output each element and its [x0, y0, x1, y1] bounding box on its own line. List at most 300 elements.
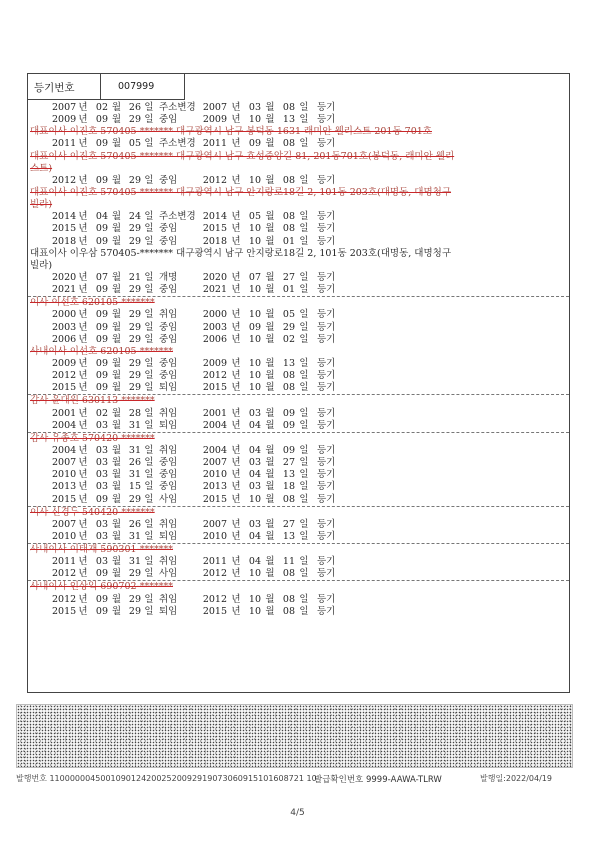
record-field: 월: [265, 593, 275, 605]
record-field: 년: [231, 518, 241, 530]
record-field: 09: [95, 174, 108, 186]
record-field: 월: [111, 284, 122, 296]
header-divider: [100, 74, 101, 99]
record-field: 취임: [159, 518, 178, 530]
record-line: [28, 445, 569, 457]
record-field: 월: [265, 419, 275, 431]
record-field: 2000: [52, 309, 77, 321]
officer-text: 빌라): [30, 199, 53, 211]
officer-text: 사내이사 이선호 620105-*******: [30, 345, 174, 357]
record-field: 일: [144, 382, 154, 394]
record-field: 등기: [317, 469, 336, 481]
record-field: 등기: [317, 174, 336, 186]
record-field: 08: [282, 174, 295, 186]
record-field: 일: [144, 102, 154, 113]
record-field: 년: [78, 444, 88, 456]
record-field: 중임: [159, 235, 178, 247]
record-field: 29: [128, 321, 141, 333]
record-line: [28, 494, 569, 506]
record-field: 01: [282, 284, 295, 296]
record-line: [28, 420, 569, 432]
record-field: 24: [128, 211, 141, 223]
record-field: 등기: [317, 481, 336, 493]
record-field: 사임: [159, 493, 178, 505]
record-field: 2007: [202, 518, 227, 530]
record-field: 2004: [202, 419, 227, 431]
record-field: 31: [128, 556, 141, 568]
record-field: 2009: [202, 114, 227, 126]
record-field: 년: [231, 333, 241, 345]
record-field: 일: [299, 530, 309, 542]
record-field: 퇴임: [159, 605, 178, 617]
officer-text: 대표이사 이진호 570405-******* 대구광역시 남구 봉덕동 1631 래미안 웰리스트 201동 701호: [30, 126, 432, 138]
record-field: 중임: [159, 370, 178, 382]
record-field: 09: [282, 444, 295, 456]
record-field: 2020: [52, 271, 77, 283]
record-field: 일: [144, 138, 154, 150]
officer-line: [28, 126, 569, 138]
record-field: 월: [265, 518, 275, 530]
record-field: 일: [144, 357, 154, 369]
record-field: 년: [78, 309, 88, 321]
record-field: 년: [231, 530, 241, 542]
record-field: 일: [144, 556, 154, 568]
record-field: 월: [265, 382, 275, 394]
record-field: 월: [111, 321, 122, 333]
record-line: [28, 370, 569, 382]
record-field: 일: [299, 518, 309, 530]
officer-text: 빌라): [30, 259, 53, 271]
record-field: 09: [248, 321, 261, 333]
record-field: 2010: [202, 469, 227, 481]
record-field: 29: [128, 605, 141, 617]
record-field: 03: [248, 407, 261, 419]
record-field: 05: [282, 309, 295, 321]
record-field: 년: [78, 357, 88, 369]
record-field: 사임: [159, 568, 178, 580]
record-field: 년: [231, 211, 241, 223]
record-field: 월: [111, 223, 122, 235]
record-field: 취임: [159, 593, 178, 605]
record-field: 일: [299, 284, 309, 296]
record-field: 일: [144, 457, 154, 469]
record-field: 02: [282, 333, 295, 345]
record-field: 등기: [317, 235, 336, 247]
record-field: 월: [265, 457, 275, 469]
record-field: 월: [265, 321, 275, 333]
record-field: 2011: [202, 556, 227, 568]
record-field: 2018: [52, 235, 77, 247]
record-field: 등기: [317, 382, 336, 394]
officer-text: 이사 신경두 540420-*******: [30, 506, 155, 518]
record-field: 년: [231, 407, 241, 419]
record-field: 일: [299, 481, 309, 493]
record-field: 월: [265, 481, 275, 493]
record-field: 월: [111, 407, 122, 419]
record-field: 2011: [52, 556, 77, 568]
record-field: 03: [95, 518, 108, 530]
record-field: 일: [299, 271, 309, 283]
record-field: 09: [95, 235, 108, 247]
record-field: 2015: [52, 223, 77, 235]
record-field: 10: [248, 284, 261, 296]
record-field: 등기: [317, 419, 336, 431]
record-field: 월: [265, 114, 275, 126]
record-field: 취임: [159, 407, 178, 419]
record-field: 09: [95, 493, 108, 505]
record-field: 04: [248, 419, 261, 431]
issue-date: 발행일:2022/04/19: [480, 774, 552, 783]
record-field: 등기: [317, 370, 336, 382]
record-field: 2007: [202, 457, 227, 469]
record-field: 2004: [202, 444, 227, 456]
record-field: 월: [265, 357, 275, 369]
officer-line: [28, 506, 569, 519]
officer-line: [28, 199, 569, 211]
record-field: 일: [144, 271, 154, 283]
record-field: 년: [78, 102, 88, 113]
record-field: 월: [265, 309, 275, 321]
record-field: 월: [265, 444, 275, 456]
record-field: 2009: [52, 357, 77, 369]
record-field: 2010: [52, 530, 77, 542]
officer-text: 대표이사 이진호 570405-******* 대구광역시 남구 효성중앙길 81, 201동701호(봉덕동, 래미안 웰리: [30, 150, 455, 162]
record-field: 년: [231, 481, 241, 493]
record-field: 29: [282, 321, 295, 333]
record-field: 월: [111, 333, 122, 345]
record-field: 일: [299, 102, 309, 113]
record-line: [28, 481, 569, 493]
record-line: [28, 594, 569, 606]
record-field: 월: [265, 284, 275, 296]
record-field: 월: [265, 333, 275, 345]
record-field: 년: [78, 481, 88, 493]
record-line: [28, 531, 569, 543]
record-field: 2013: [202, 481, 227, 493]
record-line: [28, 519, 569, 531]
record-field: 년: [78, 114, 88, 126]
security-pattern: [16, 704, 573, 768]
record-line: [28, 309, 569, 321]
officer-line: [28, 394, 569, 407]
record-field: 29: [128, 493, 141, 505]
record-field: 등기: [317, 223, 336, 235]
record-field: 주소변경: [159, 102, 196, 113]
record-field: 2020: [202, 271, 227, 283]
record-field: 월: [111, 357, 122, 369]
record-field: 일: [144, 309, 154, 321]
record-field: 등기: [317, 138, 336, 150]
record-field: 2014: [202, 211, 227, 223]
record-field: 04: [95, 211, 108, 223]
record-field: 주소변경: [159, 138, 196, 150]
record-field: 퇴임: [159, 530, 178, 542]
record-field: 일: [299, 605, 309, 617]
record-field: 년: [231, 223, 241, 235]
record-field: 일: [144, 568, 154, 580]
record-field: 월: [111, 114, 122, 126]
record-field: 08: [282, 593, 295, 605]
record-field: 15: [128, 481, 141, 493]
record-line: [28, 175, 569, 187]
record-field: 일: [299, 419, 309, 431]
record-field: 08: [282, 370, 295, 382]
record-field: 18: [282, 481, 295, 493]
record-field: 중임: [159, 469, 178, 481]
record-field: 년: [231, 493, 241, 505]
record-field: 일: [144, 370, 154, 382]
record-field: 2015: [52, 493, 77, 505]
record-field: 년: [78, 174, 88, 186]
record-field: 월: [111, 370, 122, 382]
record-field: 29: [128, 223, 141, 235]
record-field: 09: [95, 593, 108, 605]
record-field: 2021: [202, 284, 227, 296]
record-field: 29: [128, 284, 141, 296]
record-field: 일: [144, 419, 154, 431]
record-field: 월: [265, 211, 275, 223]
record-field: 등기: [317, 493, 336, 505]
record-field: 2012: [52, 174, 77, 186]
record-field: 02: [95, 407, 108, 419]
record-field: 년: [78, 138, 88, 150]
record-field: 월: [111, 518, 122, 530]
record-field: 09: [95, 568, 108, 580]
record-field: 등기: [317, 593, 336, 605]
record-field: 년: [231, 138, 241, 150]
record-field: 등기: [317, 114, 336, 126]
record-field: 03: [95, 469, 108, 481]
officer-text: 감사 윤대원 630113-*******: [30, 395, 155, 407]
record-field: 년: [231, 284, 241, 296]
record-field: 중임: [159, 481, 178, 493]
registry-number-label: 등기번호: [34, 82, 75, 94]
record-field: 등기: [317, 211, 336, 223]
record-field: 08: [282, 605, 295, 617]
record-field: 일: [144, 444, 154, 456]
record-field: 일: [299, 382, 309, 394]
record-field: 년: [231, 271, 241, 283]
record-field: 년: [231, 235, 241, 247]
record-field: 04: [248, 469, 261, 481]
record-field: 일: [299, 357, 309, 369]
record-field: 2007: [52, 102, 77, 113]
record-field: 2015: [52, 605, 77, 617]
record-field: 등기: [317, 102, 336, 113]
record-field: 2011: [202, 138, 227, 150]
record-field: 10: [248, 309, 261, 321]
record-field: 일: [144, 174, 154, 186]
issue-number: 발행번호 110000004500109012420025200929190730609151016087​21 10: [16, 774, 317, 783]
record-field: 09: [95, 333, 108, 345]
record-field: 일: [299, 370, 309, 382]
record-field: 일: [299, 493, 309, 505]
record-field: 월: [111, 469, 122, 481]
record-field: 등기: [317, 530, 336, 542]
record-field: 일: [299, 333, 309, 345]
record-field: 09: [282, 419, 295, 431]
record-field: 01: [282, 235, 295, 247]
record-field: 일: [299, 309, 309, 321]
record-field: 27: [282, 271, 295, 283]
record-field: 일: [144, 593, 154, 605]
record-field: 일: [144, 518, 154, 530]
record-field: 월: [111, 605, 122, 617]
officer-text: 대표이사 이진호 570405-******* 대구광역시 남구 안지랑로18길 2, 101동 203호(대명동, 대명청구: [30, 186, 452, 198]
record-field: 일: [299, 223, 309, 235]
record-field: 일: [299, 556, 309, 568]
record-line: [28, 284, 569, 296]
record-line: [28, 211, 569, 223]
record-field: 03: [95, 481, 108, 493]
registry-number-value: 007999: [118, 81, 155, 92]
record-field: 년: [78, 556, 88, 568]
record-field: 09: [95, 370, 108, 382]
record-field: 29: [128, 333, 141, 345]
record-field: 월: [265, 102, 275, 113]
record-field: 일: [144, 223, 154, 235]
record-field: 년: [231, 102, 241, 113]
record-field: 중임: [159, 284, 178, 296]
record-field: 04: [248, 556, 261, 568]
record-field: 29: [128, 309, 141, 321]
record-field: 03: [248, 481, 261, 493]
record-field: 중임: [159, 357, 178, 369]
record-line: [28, 358, 569, 370]
record-field: 2018: [202, 235, 227, 247]
record-field: 취임: [159, 309, 178, 321]
record-field: 등기: [317, 605, 336, 617]
record-field: 월: [111, 382, 122, 394]
officer-text: 사내이사 이태재 590301-*******: [30, 544, 174, 556]
record-field: 년: [231, 357, 241, 369]
record-field: 09: [95, 223, 108, 235]
record-field: 2010: [202, 530, 227, 542]
record-line: [28, 568, 569, 580]
record-line: [28, 114, 569, 126]
record-field: 일: [299, 138, 309, 150]
record-field: 29: [128, 382, 141, 394]
record-field: 10: [248, 174, 261, 186]
record-field: 2012: [202, 370, 227, 382]
officer-line: [28, 163, 569, 175]
record-field: 27: [282, 457, 295, 469]
record-field: 등기: [317, 556, 336, 568]
record-field: 일: [299, 321, 309, 333]
record-field: 2007: [202, 102, 227, 113]
record-field: 등기: [317, 284, 336, 296]
record-field: 일: [299, 235, 309, 247]
record-field: 05: [128, 138, 141, 150]
record-field: 2009: [52, 114, 77, 126]
record-field: 10: [248, 382, 261, 394]
record-field: 09: [95, 605, 108, 617]
record-field: 년: [78, 605, 88, 617]
record-field: 10: [248, 370, 261, 382]
confirm-number: 발급확인번호 9999-AAWA-TLRW: [314, 775, 442, 785]
record-field: 일: [144, 469, 154, 481]
record-field: 년: [231, 469, 241, 481]
record-field: 년: [78, 235, 88, 247]
record-field: 주소변경: [159, 211, 196, 223]
record-field: 중임: [159, 174, 178, 186]
record-field: 09: [95, 138, 108, 150]
record-field: 일: [299, 469, 309, 481]
officer-line: [28, 248, 569, 260]
record-field: 04: [248, 444, 261, 456]
record-field: 09: [248, 138, 261, 150]
record-field: 10: [248, 568, 261, 580]
record-field: 26: [128, 102, 141, 113]
record-field: 09: [95, 321, 108, 333]
record-field: 08: [282, 211, 295, 223]
record-field: 일: [144, 211, 154, 223]
record-field: 2006: [52, 333, 77, 345]
record-field: 일: [144, 407, 154, 419]
record-field: 03: [248, 102, 261, 113]
record-field: 08: [282, 138, 295, 150]
record-field: 퇴임: [159, 382, 178, 394]
record-field: 31: [128, 419, 141, 431]
record-field: 2014: [52, 211, 77, 223]
record-field: 월: [111, 593, 122, 605]
record-field: 13: [282, 114, 295, 126]
record-field: 10: [248, 235, 261, 247]
record-field: 2010: [52, 469, 77, 481]
record-field: 26: [128, 518, 141, 530]
record-field: 일: [299, 593, 309, 605]
officer-text: 사내이사 인상익 690702-*******: [30, 581, 174, 593]
record-field: 일: [299, 174, 309, 186]
record-field: 년: [231, 382, 241, 394]
record-field: 03: [95, 444, 108, 456]
record-field: 월: [265, 493, 275, 505]
record-field: 09: [95, 357, 108, 369]
registry-frame: [27, 73, 570, 693]
record-field: 월: [265, 568, 275, 580]
record-field: 2012: [202, 568, 227, 580]
record-field: 2015: [202, 493, 227, 505]
record-field: 월: [265, 174, 275, 186]
record-field: 13: [282, 357, 295, 369]
officer-line: [28, 346, 569, 358]
record-line: [28, 236, 569, 248]
record-field: 월: [111, 174, 122, 186]
record-field: 10: [248, 493, 261, 505]
record-field: 2007: [52, 457, 77, 469]
record-line: [28, 334, 569, 346]
record-field: 10: [248, 357, 261, 369]
record-field: 03: [248, 457, 261, 469]
record-field: 28: [128, 407, 141, 419]
record-field: 31: [128, 469, 141, 481]
record-field: 일: [144, 493, 154, 505]
record-line: [28, 138, 569, 150]
record-field: 년: [231, 419, 241, 431]
record-field: 08: [282, 223, 295, 235]
record-field: 년: [78, 407, 88, 419]
record-field: 2015: [202, 223, 227, 235]
record-field: 29: [128, 357, 141, 369]
record-field: 취임: [159, 556, 178, 568]
record-field: 03: [95, 556, 108, 568]
record-field: 29: [128, 114, 141, 126]
record-field: 등기: [317, 333, 336, 345]
record-field: 일: [144, 284, 154, 296]
record-field: 년: [78, 333, 88, 345]
record-line: [28, 606, 569, 618]
record-field: 월: [111, 556, 122, 568]
